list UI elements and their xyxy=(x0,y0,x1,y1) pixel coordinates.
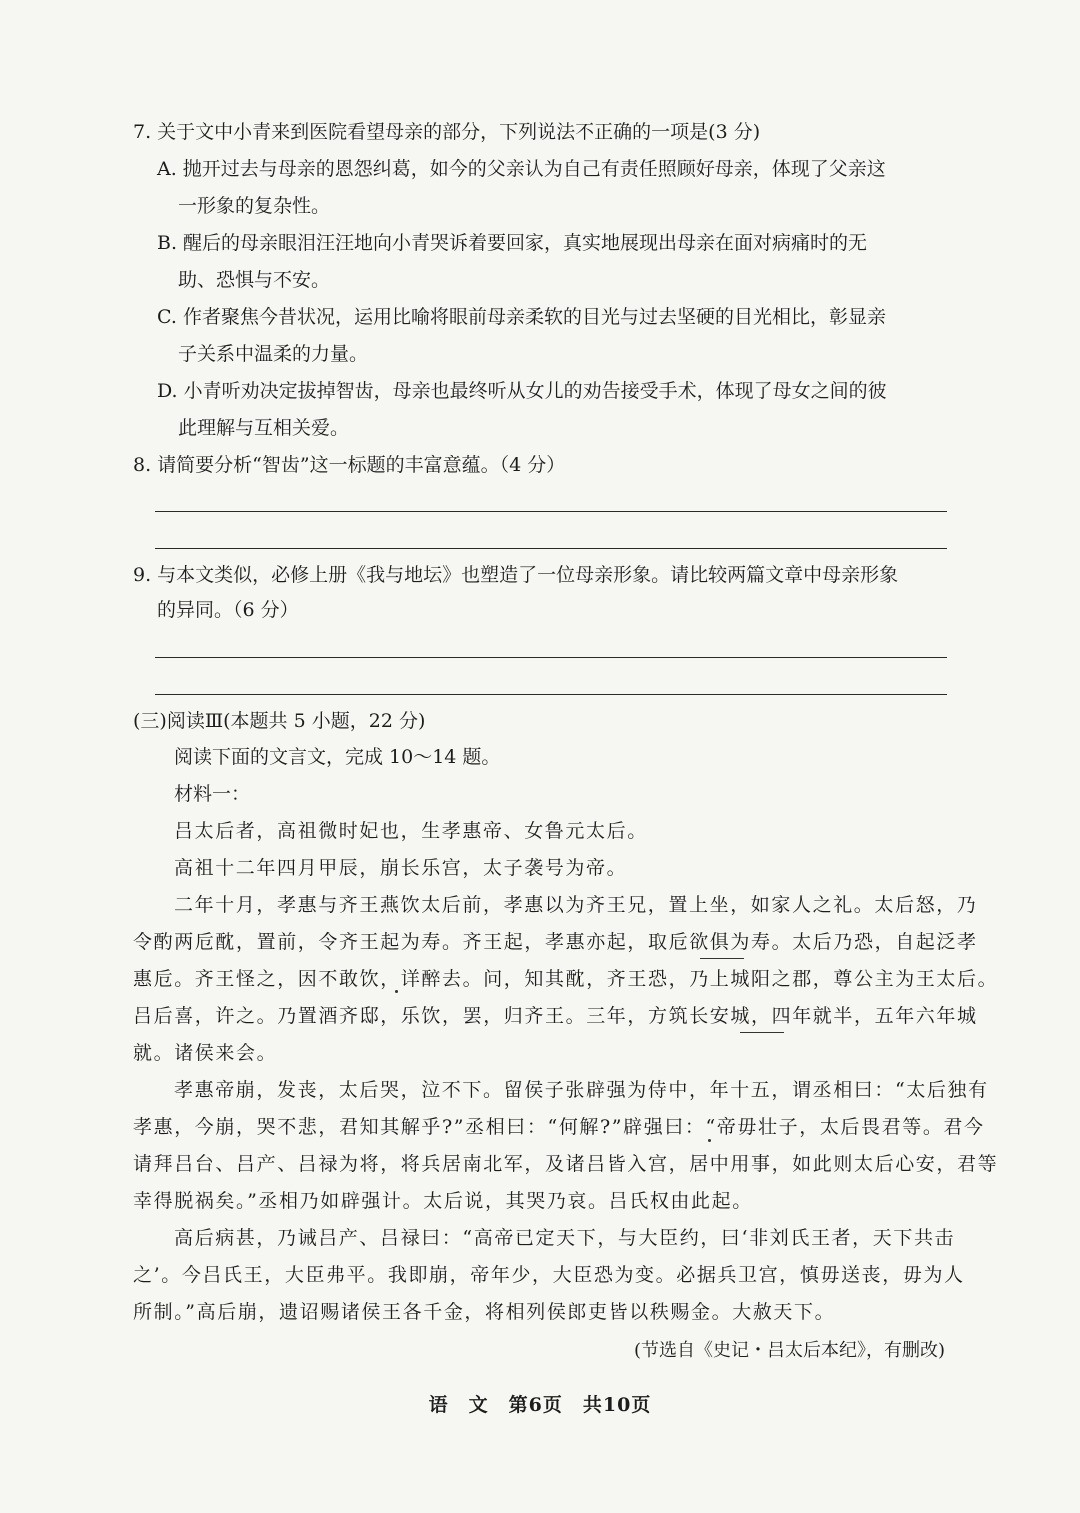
passage-p4-line1: 孝惠帝崩，发丧，太后哭，泣不下。留侯子张辟强为侍中，年十五，谓丞相曰：“太后独有 xyxy=(174,1079,989,1101)
passage-p3-line1: 二年十月，孝惠与齐王燕饮太后前，孝惠以为齐王兄，置上坐，如家人之礼。太后怒，乃 xyxy=(174,894,978,916)
passage-p1: 吕太后者，高祖微时妃也，生孝惠帝、女鲁元太后。 xyxy=(174,820,648,842)
q9-stem-line2: 的异同。（6 分） xyxy=(157,599,299,621)
q7-option-d-line1: D. 小青听劝决定拔掉智齿，母亲也最终听从女儿的劝告接受手术，体现了母女之间的彼 xyxy=(157,380,887,402)
passage-p4-line4: 幸得脱祸矣。”丞相乃如辟强计。太后说，其哭乃哀。吕氏权由此起。 xyxy=(133,1190,753,1212)
q8-answer-line-2[interactable] xyxy=(155,548,947,549)
passage-p3-line2: 令酌两卮酖，置前，令齐王起为寿。齐王起，孝惠亦起，取卮欲俱为寿。太后乃恐，自起泛孝 xyxy=(133,931,978,953)
section3-header: (三)阅读Ⅲ(本题共 5 小题，22 分) xyxy=(133,710,426,732)
section3-instruction: 阅读下面的文言文，完成 10～14 题。 xyxy=(174,746,501,768)
q7-option-a-line1: A. 抛开过去与母亲的恩怨纠葛，如今的父亲认为自己有责任照顾好母亲，体现了父亲这 xyxy=(157,158,886,180)
q9-stem-line1: 9. 与本文类似，必修上册《我与地坛》也塑造了一位母亲形象。请比较两篇文章中母亲形象 xyxy=(133,564,899,586)
passage-p3-line3: 惠卮。齐王怪之，因不敢饮，详醉去。问，知其酖，齐王恐，乃上城阳之郡，尊公主为王太后。 xyxy=(133,968,999,990)
q9-answer-line-1[interactable] xyxy=(155,657,947,658)
q9-answer-line-2[interactable] xyxy=(155,694,947,695)
source-citation: (节选自《史记・吕太后本纪》，有删改) xyxy=(633,1340,945,1361)
q8-answer-line-1[interactable] xyxy=(155,511,947,512)
q7-option-c-line1: C. 作者聚焦今昔状况，运用比喻将眼前母亲柔软的目光与过去坚硬的目光相比，彰显亲 xyxy=(157,306,886,328)
q7-stem: 7. 关于文中小青来到医院看望母亲的部分，下列说法不正确的一项是(3 分) xyxy=(133,121,761,143)
passage-p4-line2: 孝惠，今崩，哭不悲，君知其解乎?”丞相曰：“何解?”辟强曰：“帝毋壮子，太后畏君等。君今 xyxy=(133,1116,985,1138)
passage-p3-line5: 就。诸侯来会。 xyxy=(133,1042,278,1064)
underline-mark-sinian xyxy=(740,1032,784,1033)
underline-mark-shou xyxy=(700,958,744,959)
q7-option-b-line1: B. 醒后的母亲眼泪汪汪地向小青哭诉着要回家，真实地展现出母亲在面对病痛时的无 xyxy=(157,232,868,254)
passage-p2: 高祖十二年四月甲辰，崩长乐宫，太子袭号为帝。 xyxy=(174,857,628,879)
q7-option-b-line2: 助、恐惧与不安。 xyxy=(178,269,331,291)
emphasis-dot-xiang xyxy=(395,990,398,993)
q7-option-d-line2: 此理解与互相关爱。 xyxy=(178,417,350,439)
passage-p5-line1: 高后病甚，乃诫吕产、吕禄曰：“高帝已定天下，与大臣约，曰‘非刘氏王者，天下共击 xyxy=(174,1227,956,1249)
q7-option-a-line2: 一形象的复杂性。 xyxy=(178,195,331,217)
passage-p5-line3: 所制。”高后崩，遗诏赐诸侯王各千金，将相列侯郎吏皆以秩赐金。大赦天下。 xyxy=(133,1301,836,1323)
passage-p5-line2: 之’。今吕氏王，大臣弗平。我即崩，帝年少，大臣恐为变。必据兵卫宫，慎毋送丧，毋为人 xyxy=(133,1264,965,1286)
emphasis-dot-wu xyxy=(708,1139,711,1142)
page-footer: 语 文 第6页 共10页 xyxy=(428,1394,652,1416)
passage-p3-line4: 吕后喜，许之。乃置酒齐邸，乐饮，罢，归齐王。三年，方筑长安城，四年就半，五年六年城 xyxy=(133,1005,978,1027)
material-label: 材料一： xyxy=(174,783,251,805)
passage-p4-line3: 请拜吕台、吕产、吕禄为将，将兵居南北军，及诸吕皆入宫，居中用事，如此则太后心安，君等 xyxy=(133,1153,999,1175)
q8-stem: 8. 请简要分析“智齿”这一标题的丰富意蕴。（4 分） xyxy=(133,454,566,476)
q7-option-c-line2: 子关系中温柔的力量。 xyxy=(178,343,369,365)
